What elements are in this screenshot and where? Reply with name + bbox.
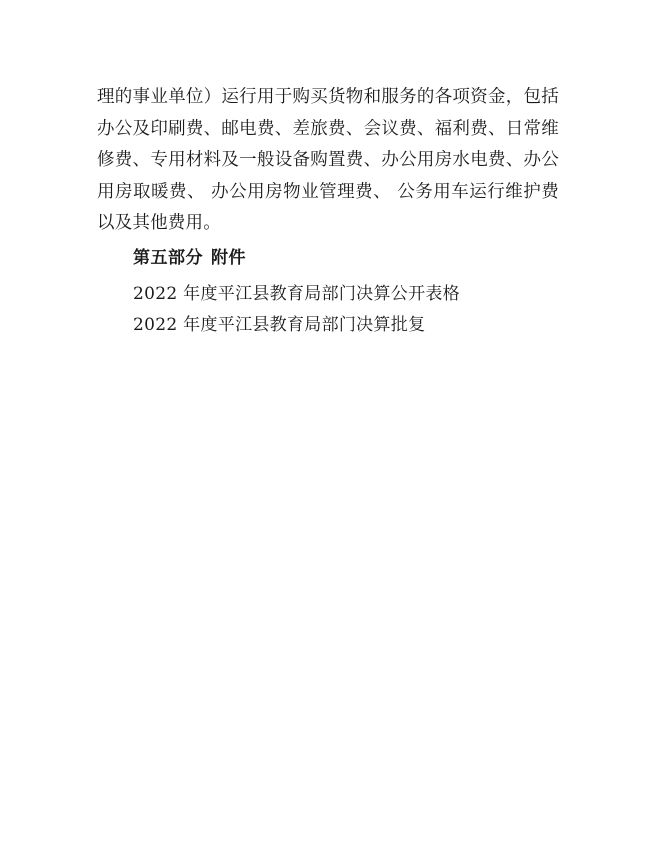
section-part-title: 附件: [211, 248, 246, 268]
section-heading: [133, 246, 246, 270]
body-paragraph: 理的事业单位）运行用于购买货物和服务的各项资金，包括办公及印刷费、邮电费、差旅费、会议费、福利费、日常维修费、专用材料及一般设备购置费、办公用房水电费、办公用房取暖费、 办公用房物业管理费、 公务用车运行维护费以及其他费用。: [97, 87, 559, 233]
attachment-item-approval: 2022 年度平江县教育局部门决算批复: [133, 315, 426, 335]
attachment-list: [133, 279, 460, 341]
attachment-item-tables: 2022 年度平江县教育局部门决算公开表格: [133, 284, 460, 304]
section-part-label: 第五部分: [133, 248, 203, 268]
